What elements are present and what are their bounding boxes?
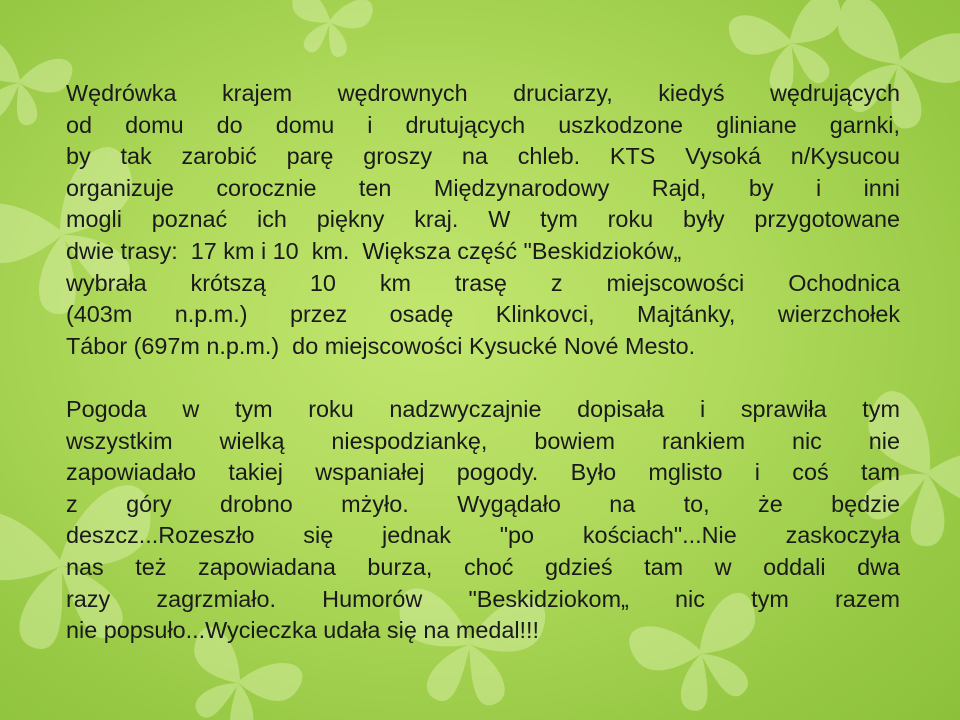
butterfly-icon: [284, 0, 375, 62]
text-line: Tábor (697m n.p.m.) do miejscowości Kysucké Nové Mesto.: [66, 332, 696, 359]
text-line: nas też zapowiadana burza, choć gdzieś tam w oddali dwa: [66, 553, 901, 580]
text-line: razy zagrzmiało. Humorów "Beskidziokom„ nic tym razem: [66, 585, 900, 612]
text-line: dwie trasy: 17 km i 10 km. Większa część "Beskidzioków„: [66, 237, 682, 264]
text-line: deszcz...Rozeszło się jednak "po kościach"...Nie zaskoczyła: [66, 522, 900, 549]
text-line: (403m n.p.m.) przez osadę Klinkovci, Majtánky, wierzchołek: [66, 301, 901, 328]
text-line: wszystkim wielką niespodziankę, bowiem rankiem nic nie: [66, 427, 900, 454]
text-line: nie popsuło...Wycieczka udała się na medal!!!: [66, 617, 540, 644]
text-line: z góry drobno mżyło. Wygądało na to, że będzie: [66, 490, 901, 517]
paragraph-1: [66, 78, 900, 362]
text-line: wybrała krótszą 10 km trasę z miejscowości Ochodnica: [66, 269, 901, 296]
text-line: organizuje corocznie ten Międzynarodowy Rajd, by i inni: [66, 174, 900, 201]
text-line: mogli poznać ich piękny kraj. W tym roku były przygotowane: [66, 206, 901, 233]
text-line: zapowiadało takiej wspaniałej pogody. Było mglisto i coś tam: [66, 459, 900, 486]
text-line: od domu do domu i drutujących uszkodzone gliniane garnki,: [66, 111, 900, 138]
slide-body-text: [66, 78, 900, 647]
text-line: Pogoda w tym roku nadzwyczajnie dopisała i sprawiła tym: [66, 395, 900, 422]
text-line: Wędrówka krajem wędrownych druciarzy, kiedyś wędrujących: [66, 80, 901, 106]
text-line: by tak zarobić parę groszy na chleb. KTS Vysoká n/Kysucou: [66, 143, 900, 170]
paragraph-2: [66, 394, 900, 647]
butterfly-icon: [0, 37, 75, 133]
paragraph-spacer: [66, 362, 900, 394]
